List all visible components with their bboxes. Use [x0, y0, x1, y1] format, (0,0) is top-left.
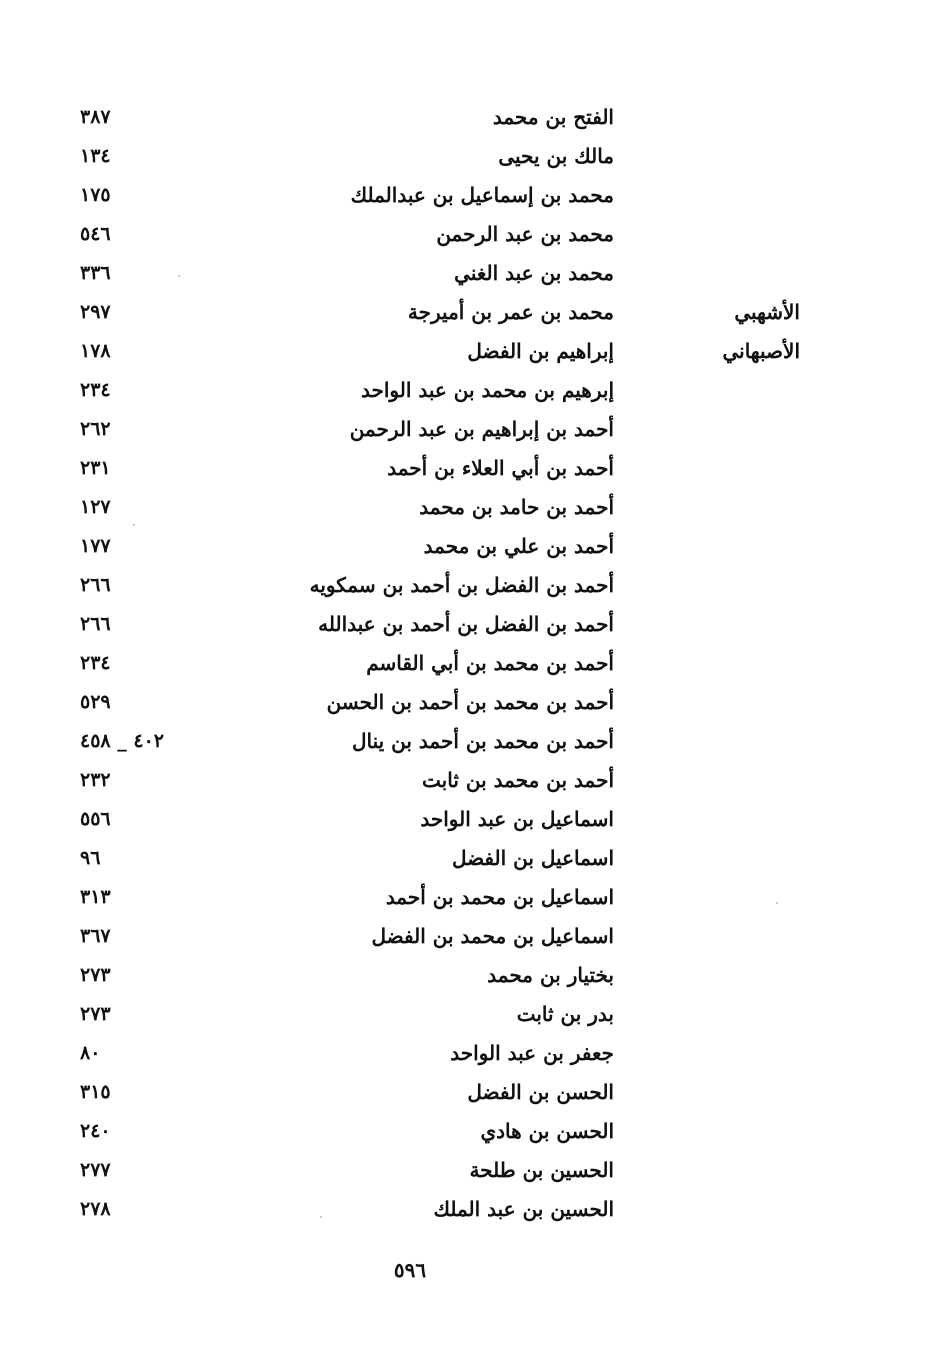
index-entry — [0, 683, 940, 722]
entry-name: أحمد بن علي بن محمد — [423, 534, 614, 558]
entry-page-ref: ٢٦٦ — [80, 613, 111, 635]
entry-page-ref: ٩٦ — [80, 847, 101, 869]
entry-nisba: الأصبهاني — [722, 339, 800, 363]
scan-speck — [320, 1216, 322, 1218]
index-entry — [0, 449, 940, 488]
entry-page-ref: ٢٧٣ — [80, 964, 111, 986]
entry-name: أحمد بن أبي العلاء بن أحمد — [387, 456, 614, 480]
entry-name: إبراهيم بن الفضل — [467, 339, 614, 363]
entry-name: محمد بن إسماعيل بن عبدالملك — [350, 183, 614, 207]
entry-name: الفتح بن محمد — [492, 105, 614, 129]
entry-page-ref: ٣٣٦ — [80, 262, 111, 284]
entry-page-ref: ١٢٧ — [80, 496, 111, 518]
entry-page-ref: ٢٦٦ — [80, 574, 111, 596]
entry-name: مالك بن يحيى — [498, 144, 614, 168]
entry-page-ref: ١٣٤ — [80, 145, 111, 167]
index-entry — [0, 722, 940, 761]
entry-name: اسماعيل بن عبد الواحد — [420, 807, 614, 831]
entry-page-ref: ٢٧٨ — [80, 1198, 111, 1220]
index-entry — [0, 371, 940, 410]
index-entry — [0, 761, 940, 800]
entry-page-ref: ١٧٥ — [80, 184, 111, 206]
entry-name: الحسين بن عبد الملك — [433, 1197, 614, 1221]
entry-page-ref: ٣٨٧ — [80, 106, 111, 128]
index-entry — [0, 1190, 940, 1229]
index-entry — [0, 644, 940, 683]
entry-nisba: الأشهبي — [734, 300, 800, 324]
entry-page-ref: ٢٣٢ — [80, 769, 111, 791]
entry-name: أحمد بن محمد بن أحمد بن الحسن — [326, 690, 614, 714]
entry-page-ref: ١٧٧ — [80, 535, 111, 557]
entry-name: الحسن بن الفضل — [467, 1080, 614, 1104]
index-entry — [0, 566, 940, 605]
index-entry — [0, 1034, 940, 1073]
index-entry — [0, 254, 940, 293]
index-entry — [0, 800, 940, 839]
index-entry — [0, 995, 940, 1034]
entry-name: محمد بن عبد الغني — [454, 261, 614, 285]
index-entry — [0, 1112, 940, 1151]
entry-page-ref: ٢٧٧ — [80, 1159, 111, 1181]
entry-name: بختيار بن محمد — [487, 963, 614, 987]
entry-page-ref: ٢٣٤ — [80, 379, 111, 401]
entry-name: أحمد بن حامد بن محمد — [419, 495, 614, 519]
entry-page-ref: ٢٣٤ — [80, 652, 111, 674]
index-entry — [0, 956, 940, 995]
index-entry — [0, 917, 940, 956]
entry-name: أحمد بن الفضل بن أحمد بن عبدالله — [318, 612, 614, 636]
entry-page-ref: ٢٣١ — [80, 457, 111, 479]
entry-page-ref: ٢٦٢ — [80, 418, 111, 440]
entry-page-ref: ١٧٨ — [80, 340, 111, 362]
index-entry — [0, 605, 940, 644]
entry-name: إبرهيم بن محمد بن عبد الواحد — [361, 378, 614, 402]
entry-page-ref: ٥٤٦ — [80, 223, 111, 245]
index-entry — [0, 1151, 940, 1190]
index-list — [0, 98, 940, 1229]
entry-name: الحسين بن طلحة — [469, 1158, 614, 1182]
index-entry — [0, 488, 940, 527]
entry-page-ref: ٥٥٦ — [80, 808, 111, 830]
scan-speck — [776, 902, 778, 904]
entry-page-ref: ٤٠٢ _ ٤٥٨ — [80, 730, 164, 752]
index-entry — [0, 878, 940, 917]
page-number: ٥٩٦ — [393, 1258, 427, 1282]
index-entry — [0, 1073, 940, 1112]
entry-name: بدر بن ثابت — [516, 1002, 614, 1026]
entry-name: الحسن بن هادي — [480, 1119, 614, 1143]
index-entry — [0, 527, 940, 566]
entry-page-ref: ٥٢٩ — [80, 691, 111, 713]
entry-name: جعفر بن عبد الواحد — [450, 1041, 614, 1065]
index-entry — [0, 332, 940, 371]
entry-name: اسماعيل بن الفضل — [451, 846, 614, 870]
entry-page-ref: ٢٩٧ — [80, 301, 111, 323]
index-entry — [0, 293, 940, 332]
index-entry — [0, 215, 940, 254]
entry-page-ref: ٨٠ — [80, 1042, 101, 1064]
entry-name: أحمد بن إبراهيم بن عبد الرحمن — [349, 417, 614, 441]
entry-name: اسماعيل بن محمد بن الفضل — [371, 924, 614, 948]
scan-speck — [133, 524, 135, 526]
scan-speck — [178, 275, 180, 277]
index-entry — [0, 98, 940, 137]
entry-name: أحمد بن محمد بن أحمد بن ينال — [351, 729, 614, 753]
entry-name: أحمد بن الفضل بن أحمد بن سمكويه — [309, 573, 614, 597]
entry-page-ref: ٣١٣ — [80, 886, 111, 908]
entry-name: محمد بن عبد الرحمن — [436, 222, 614, 246]
index-entry — [0, 137, 940, 176]
entry-name: محمد بن عمر بن أميرجة — [407, 300, 614, 324]
entry-page-ref: ٣١٥ — [80, 1081, 111, 1103]
entry-name: أحمد بن محمد بن ثابت — [422, 768, 614, 792]
entry-page-ref: ٢٤٠ — [80, 1120, 111, 1142]
index-entry — [0, 839, 940, 878]
entry-page-ref: ٣٦٧ — [80, 925, 111, 947]
index-entry — [0, 410, 940, 449]
entry-page-ref: ٢٧٣ — [80, 1003, 111, 1025]
entry-name: اسماعيل بن محمد بن أحمد — [385, 885, 614, 909]
entry-name: أحمد بن محمد بن أبي القاسم — [366, 651, 614, 675]
index-entry — [0, 176, 940, 215]
